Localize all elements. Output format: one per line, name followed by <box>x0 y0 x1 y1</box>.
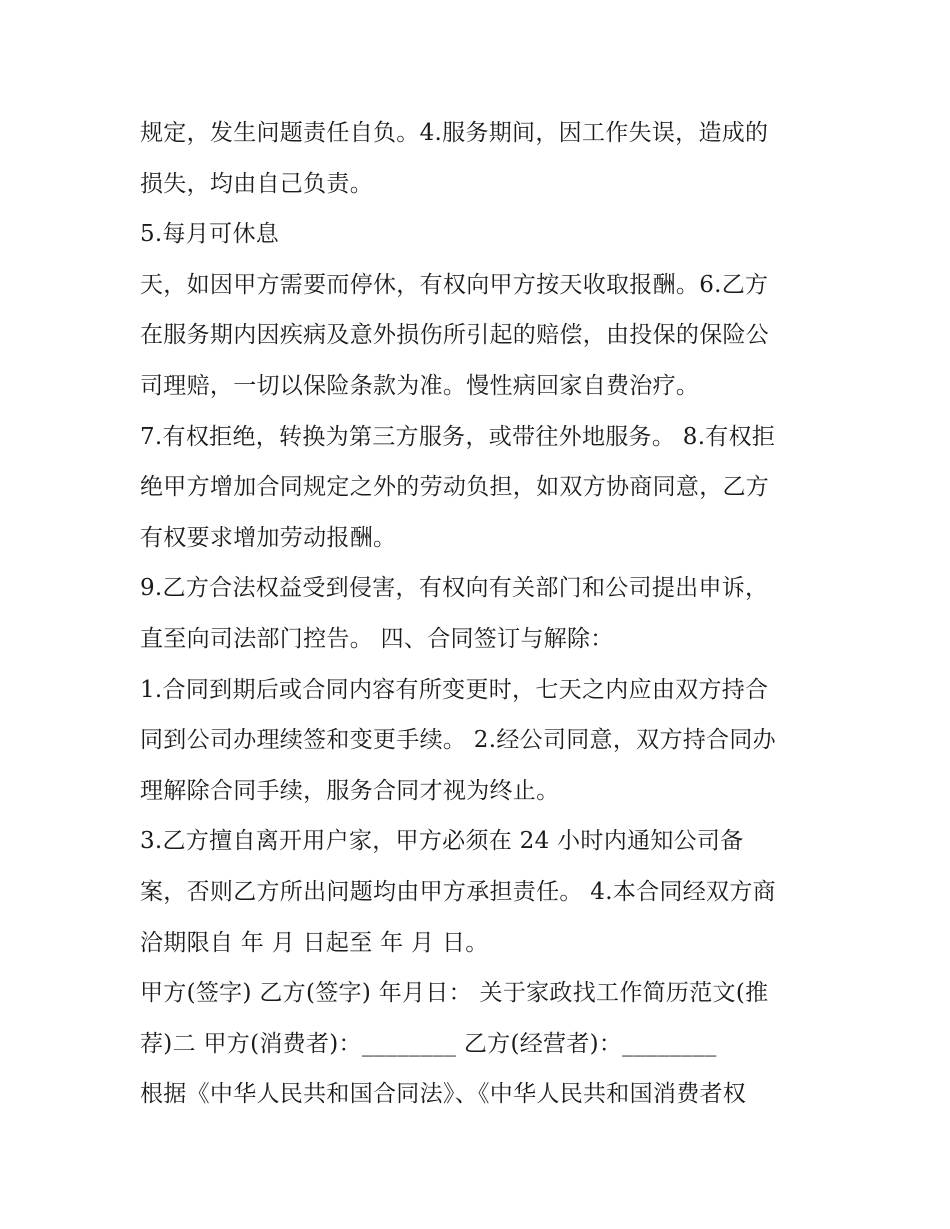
text-line: 5.每月可休息 <box>140 221 280 248</box>
text-line: 直至向司法部门控告。 四、合同签订与解除： <box>140 625 614 652</box>
text-line: 7.有权拒绝，转换为第三方服务，或带往外地服务。 8.有权拒 <box>140 423 776 450</box>
text-line: 1.合同到期后或合同内容有所变更时，七天之内应由双方持合 <box>140 676 769 703</box>
text-line: 理解除合同手续，服务合同才视为终止。 <box>140 777 560 804</box>
contract-text <box>140 108 830 1120</box>
text-line: 案，否则乙方所出问题均由甲方承担责任。 4.本合同经双方商 <box>140 878 776 905</box>
text-line: 司理赔，一切以保险条款为准。慢性病回家自费治疗。 <box>140 372 700 399</box>
text-line: 规定，发生问题责任自负。4.服务期间，因工作失误，造成的 <box>140 120 769 146</box>
text-line: 荐)二 甲方(消费者)：________ 乙方(经营者)：________ <box>140 1030 717 1057</box>
text-line: 损失，均由自己负责。 <box>140 170 373 197</box>
text-line: 根据《中华人民共和国合同法》、《中华人民共和国消费者权 <box>140 1081 747 1108</box>
text-line: 绝甲方增加合同规定之外的劳动负担，如双方协商同意，乙方 <box>140 474 770 501</box>
text-line: 洽期限自 年 月 日起至 年 月 日。 <box>140 929 489 956</box>
text-line: 甲方(签字) 乙方(签字) 年月日： 关于家政找工作简历范文(推 <box>140 980 769 1007</box>
text-line: 9.乙方合法权益受到侵害，有权向有关部门和公司提出申诉， <box>140 575 769 602</box>
text-line: 同到公司办理续签和变更手续。 2.经公司同意，双方持合同办 <box>140 727 776 754</box>
text-line: 天，如因甲方需要而停休，有权向甲方按天收取报酬。6.乙方 <box>140 271 769 298</box>
text-line: 3.乙方擅自离开用户家，甲方必须在 24 小时内通知公司备 <box>140 828 744 855</box>
text-line: 有权要求增加劳动报酬。 <box>140 524 397 551</box>
text-line: 在服务期内因疾病及意外损伤所引起的赔偿，由投保的保险公 <box>140 322 770 349</box>
